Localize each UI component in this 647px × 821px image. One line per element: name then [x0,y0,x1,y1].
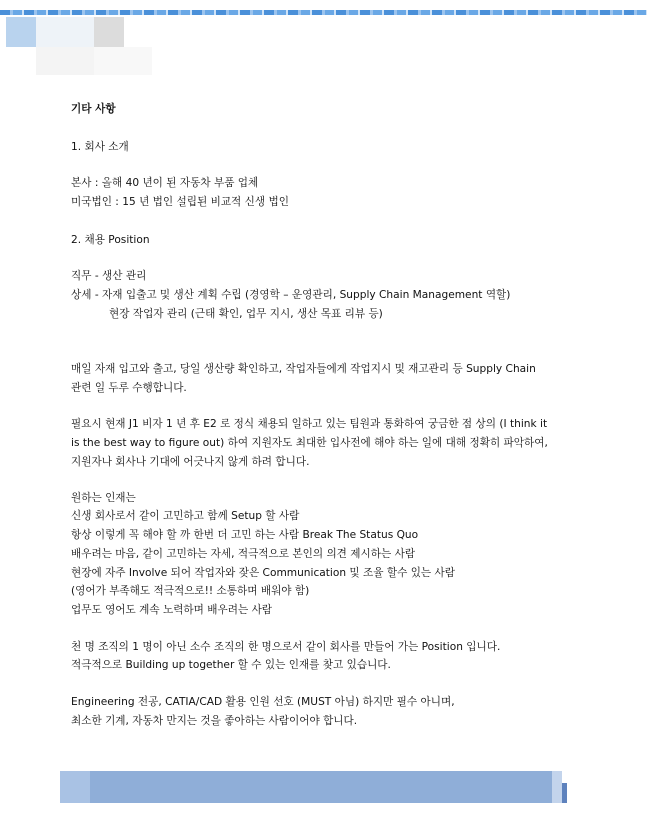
wanted-item: 신생 회사로서 같이 고민하고 함께 Setup 할 사람 [71,510,300,522]
company-hq-line: 본사 : 올해 40 년이 된 자동차 부품 업체 [71,177,259,189]
contact-line-1: 필요시 현재 J1 비자 1 년 후 E2 로 정식 채용되 일하고 있는 팀원과 통화하여 궁금한 점 상의 (I think it [71,418,548,430]
contact-line-3: 지원자나 회사나 기대에 어긋나지 않게 하려 합니다. [71,456,310,468]
job-detail-line-2: 현장 작업자 관리 (근태 확인, 업무 지시, 생산 목표 리뷰 등) [109,308,383,320]
duties-line-1: 매일 자재 입고와 출고, 당일 생산량 확인하고, 작업자들에게 작업지시 및 재고관리 등 Supply Chain [71,363,536,375]
wanted-item: 배우려는 마음, 같이 고민하는 자세, 적극적으로 본인의 의견 제시하는 사람 [71,548,416,560]
wanted-item: 업무도 영어도 계속 노력하며 배우려는 사람 [71,604,273,616]
header-decoration-stripe [0,10,647,15]
position-summary-line-1: 천 명 조직의 1 명이 아닌 소수 조직의 한 명으로서 같이 회사를 만들어 가는 Position 입니다. [71,641,501,653]
preference-line-2: 최소한 기계, 자동차 만지는 것을 좋아하는 사람이어야 합니다. [71,715,358,727]
wanted-title: 원하는 인재는 [71,492,136,504]
duties-line-2: 관련 일 두루 수행합니다. [71,382,187,394]
position-title: 2. 채용 Position [71,234,150,246]
position-summary-line-2: 적극적으로 Building up together 할 수 있는 인재를 찾고 있습니다. [71,659,391,671]
job-detail-line: 상세 - 자재 입출고 및 생산 계획 수립 (경영학 – 운영관리, Supply Chain Management 역할) [71,289,511,301]
preference-line-1: Engineering 전공, CATIA/CAD 활용 인원 선호 (MUST 아님) 하지만 필수 아니며, [71,696,455,708]
wanted-item: 항상 이렇게 꼭 해야 할 까 한번 더 고민 하는 사람 Break The Status Quo [71,529,419,541]
job-line: 직무 - 생산 관리 [71,270,147,282]
company-intro-title: 1. 회사 소개 [71,141,129,153]
blurred-company-logo [6,17,156,77]
contact-line-2: is the best way to figure out) 하여 지원자도 최대한 입사전에 해야 하는 일에 대해 정확히 파악하여, [71,437,548,449]
section-heading: 기타 사항 [71,103,116,115]
wanted-item: (영어가 부족해도 적극적으로!! 소통하며 배워야 함) [71,585,310,597]
footer-decoration-bar [60,771,567,803]
wanted-item: 현장에 자주 Involve 되어 작업자와 잦은 Communication 및 조율 할수 있는 사람 [71,567,455,579]
company-us-line: 미국법인 : 15 년 법인 설립된 비교적 신생 법인 [71,196,289,208]
